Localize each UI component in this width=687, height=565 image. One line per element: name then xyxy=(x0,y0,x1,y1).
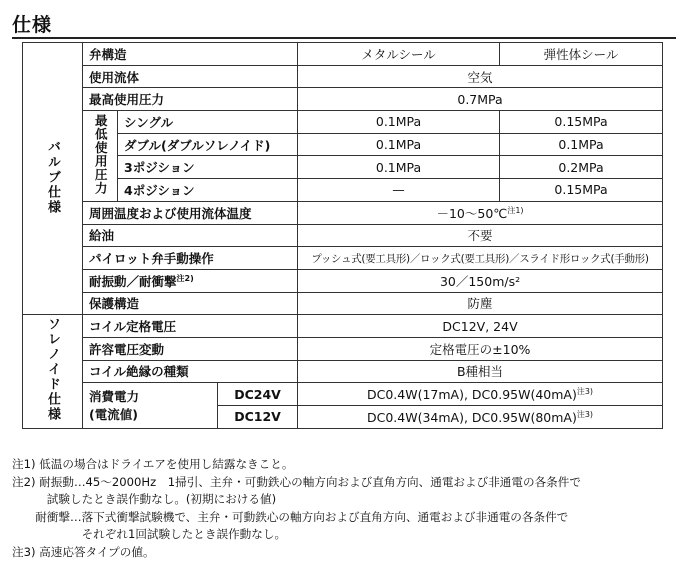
table-row xyxy=(23,315,663,338)
group-solenoid-cell xyxy=(23,315,83,428)
title-rule xyxy=(12,37,676,39)
row-value-elastic: 0.2MPa xyxy=(500,156,663,179)
table-row xyxy=(23,88,663,111)
row-value: 不要 xyxy=(298,224,663,247)
page-title: 仕様 xyxy=(12,14,53,36)
row-value: B種相当 xyxy=(298,360,663,383)
temperature-value: －10～50℃ xyxy=(436,205,508,221)
table-row xyxy=(23,269,663,292)
row-label xyxy=(83,269,298,292)
min-pressure-label: 最低使用圧力 xyxy=(93,113,109,195)
row-label: コイル定格電圧 xyxy=(83,315,298,338)
power-label-cell xyxy=(83,383,218,428)
note-ref: 注2) xyxy=(176,273,194,283)
row-label: パイロット弁手動操作 xyxy=(83,247,298,270)
row-value: 定格電圧の±10% xyxy=(298,337,663,360)
row-value xyxy=(298,383,663,406)
table-row xyxy=(23,224,663,247)
row-value-metal: 0.1MPa xyxy=(298,156,500,179)
col-header-metal-seal: メタルシール xyxy=(298,43,500,66)
note-ref: 注1) xyxy=(507,205,524,215)
table-row xyxy=(23,247,663,270)
footnote: 試験したとき誤作動なし。(初期における値) xyxy=(12,492,277,506)
row-label: ダブル(ダブルソレノイド) xyxy=(118,133,298,156)
row-label: 給油 xyxy=(83,224,298,247)
footnote: 注2) 耐振動…45～2000Hz 1掃引、主弁・可動鉄心の軸方向および直角方向、通電および非通電の各条件で xyxy=(12,474,581,489)
row-value: 空気 xyxy=(298,65,663,88)
row-value xyxy=(298,201,663,224)
group-valve-label: バルブ仕様 xyxy=(45,139,60,215)
row-value xyxy=(298,406,663,429)
power-label: 消費電力 xyxy=(89,388,140,404)
footnote: 耐衝撃…落下式衝撃試験機で、主弁・可動鉄心の軸方向および直角方向、通電および非通電の各条件で xyxy=(12,509,569,524)
table-row xyxy=(23,43,663,66)
vibration-label: 耐振動／耐衝撃 xyxy=(89,273,177,289)
table-row xyxy=(23,337,663,360)
row-value: プッシュ式(要工具形)／ロック式(要工具形)／スライド形ロック式(手動形) xyxy=(298,247,663,270)
voltage-label: DC12V xyxy=(218,406,298,429)
row-value: 30／150m/s² xyxy=(298,269,663,292)
table-row xyxy=(23,383,663,406)
row-label: 許容電圧変動 xyxy=(83,337,298,360)
power-sublabel: (電流値) xyxy=(89,406,138,422)
row-label: 周囲温度および使用流体温度 xyxy=(83,201,298,224)
col-header-elastic-seal: 弾性体シール xyxy=(500,43,663,66)
row-label: 最高使用圧力 xyxy=(83,88,298,111)
row-label: 弁構造 xyxy=(83,43,298,66)
footnote: 注3) 高速応答タイプの値。 xyxy=(12,544,155,559)
note-ref: 注3) xyxy=(576,409,594,419)
footnote: それぞれ1回試験したとき誤作動なし。 xyxy=(12,527,287,541)
table-row xyxy=(23,156,663,179)
voltage-label: DC24V xyxy=(218,383,298,406)
footnotes xyxy=(12,456,581,561)
row-label: 保護構造 xyxy=(83,292,298,315)
note-ref: 注3) xyxy=(576,387,594,397)
row-label: コイル絶縁の種類 xyxy=(83,360,298,383)
table-row xyxy=(23,360,663,383)
footnote: 注1) 低温の場合はドライエアを使用し結露なきこと。 xyxy=(12,457,294,471)
row-label: シングル xyxy=(118,111,298,134)
row-label: 3ポジション xyxy=(118,156,298,179)
table-row xyxy=(23,179,663,202)
row-value-elastic: 0.15MPa xyxy=(500,111,663,134)
table-row xyxy=(23,292,663,315)
row-label: 使用流体 xyxy=(83,65,298,88)
min-pressure-label-cell xyxy=(83,111,118,202)
power-value: DC0.4W(17mA), DC0.95W(40mA) xyxy=(366,387,577,403)
row-value-metal: — xyxy=(298,179,500,202)
row-label: 4ポジション xyxy=(118,179,298,202)
row-value: 防塵 xyxy=(298,292,663,315)
row-value-metal: 0.1MPa xyxy=(298,111,500,134)
group-valve-cell xyxy=(23,43,83,315)
row-value-elastic: 0.15MPa xyxy=(500,179,663,202)
row-value-metal: 0.1MPa xyxy=(298,133,500,156)
spec-table xyxy=(22,42,663,429)
table-row xyxy=(23,201,663,224)
table-row xyxy=(23,65,663,88)
power-value: DC0.4W(34mA), DC0.95W(80mA) xyxy=(366,409,577,425)
table-row xyxy=(23,133,663,156)
row-value: 0.7MPa xyxy=(298,88,663,111)
row-value: DC12V, 24V xyxy=(298,315,663,338)
group-solenoid-label: ソレノイド仕様 xyxy=(45,317,60,423)
row-value-elastic: 0.1MPa xyxy=(500,133,663,156)
table-row xyxy=(23,111,663,134)
